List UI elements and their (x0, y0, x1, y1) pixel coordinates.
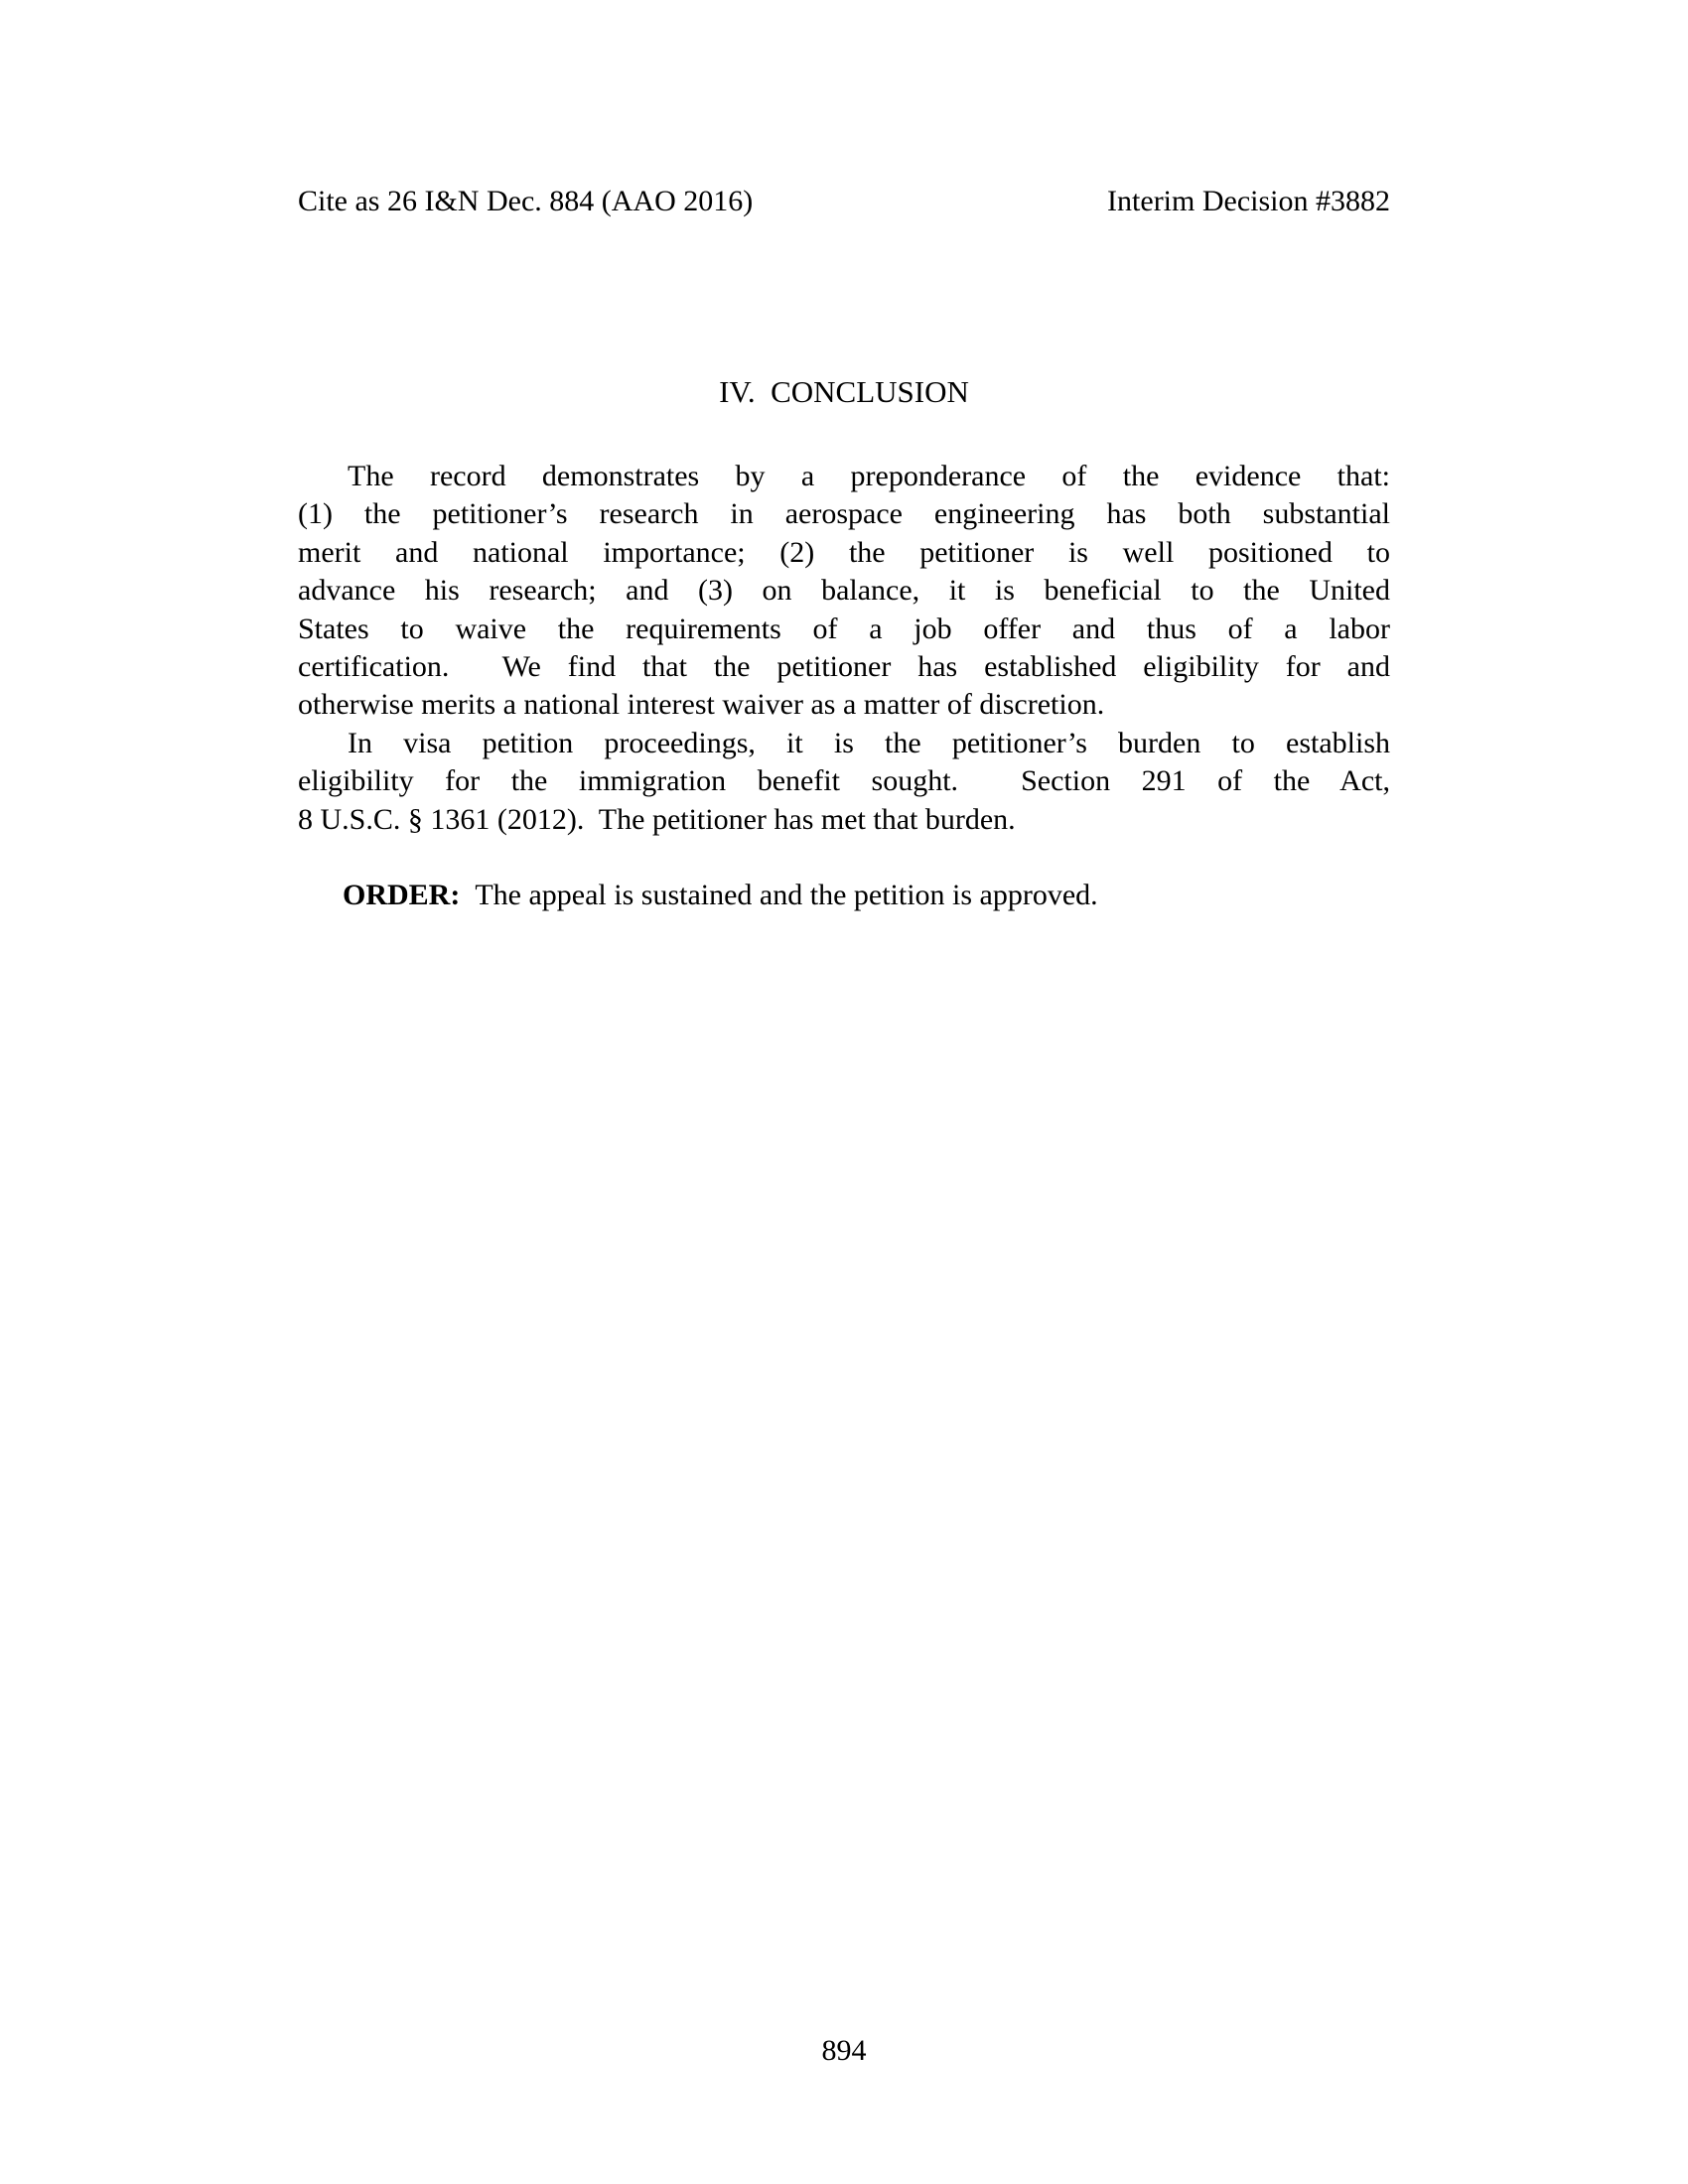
paragraph-1 (298, 458, 1390, 725)
citation-text: Cite as 26 I&N Dec. 884 (AAO 2016) (298, 185, 754, 217)
text-line: 8 U.S.C. § 1361 (2012). The petitioner has met that burden. (298, 802, 1016, 836)
decision-number: Interim Decision #3882 (1107, 185, 1390, 217)
text-line: In visa petition proceedings, it is the petitioner’s burden to establish (348, 726, 1390, 759)
page-footer (0, 2034, 1688, 2069)
text-line: (1) the petitioner’s research in aerospace engineering has both substantial (298, 497, 1390, 531)
text-line: eligibility for the immigration benefit sought. Section 291 of the Act, (298, 764, 1390, 798)
order-label: ORDER: (343, 879, 461, 912)
text-line: The record demonstrates by a preponderance of the evidence that: (348, 460, 1390, 492)
text-line: merit and national importance; (2) the petitioner is well positioned to (298, 535, 1390, 569)
section-title: IV. CONCLUSION (719, 374, 969, 409)
text-line: advance his research; and (3) on balance, it is beneficial to the United (298, 574, 1390, 608)
text-line: otherwise merits a national interest waiver as a matter of discretion. (298, 688, 1105, 722)
text-line: States to waive the requirements of a job offer and thus of a labor (298, 612, 1390, 645)
order-text: The appeal is sustained and the petition is approved. (475, 879, 1098, 912)
document-body (298, 458, 1390, 953)
paragraph-2 (298, 725, 1390, 839)
running-header (298, 185, 1390, 219)
page-number: 894 (821, 2034, 867, 2067)
order-line (298, 839, 1390, 953)
text-line: certification. We find that the petitioner has established eligibility for and (298, 650, 1390, 684)
